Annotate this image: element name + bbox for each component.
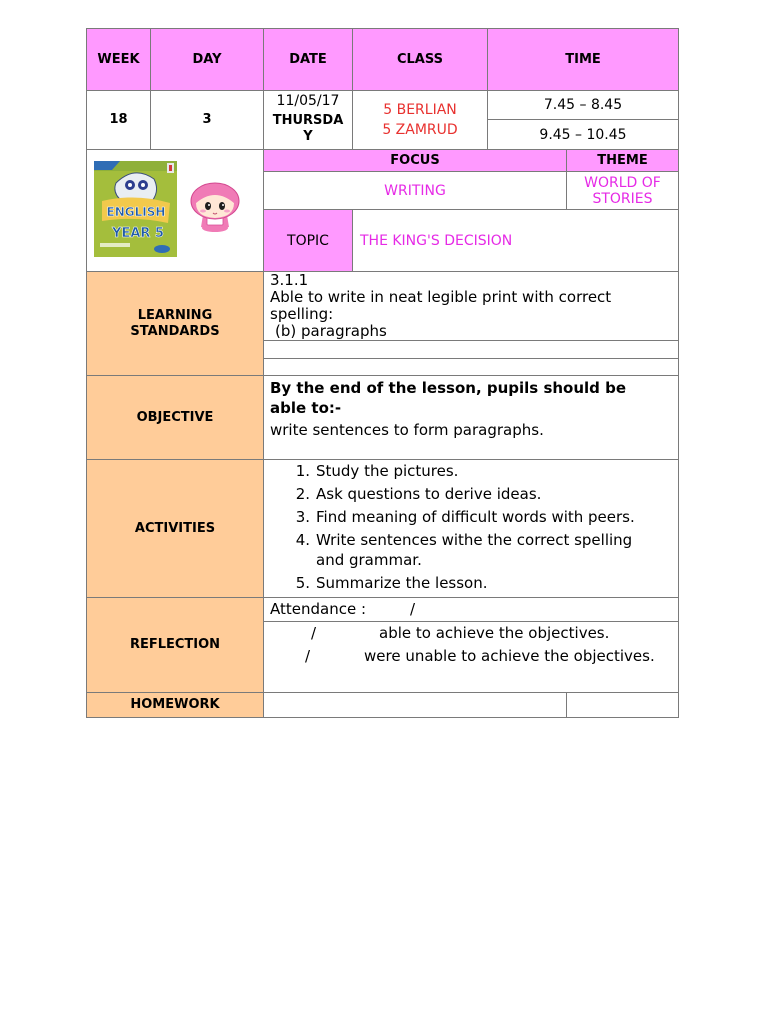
reflection-label: REFLECTION: [86, 597, 264, 693]
reflection-content: [263, 621, 679, 693]
learning-standards-content: [263, 271, 679, 341]
class-cell: [352, 90, 488, 150]
activity-text: Ask questions to derive ideas.: [316, 485, 542, 503]
theme-header: THEME: [566, 149, 679, 172]
time-slot: 7.45 – 8.45: [487, 90, 679, 120]
weekday-value: THURSDAY: [272, 113, 344, 144]
learning-standards-text: [270, 272, 660, 340]
class-header: CLASS: [352, 28, 488, 91]
activity-text: Find meaning of difficult words with peers.: [316, 508, 635, 526]
activity-text: Study the pictures.: [316, 462, 459, 480]
standard-item: (b) paragraphs: [275, 322, 387, 340]
week-header: WEEK: [86, 28, 151, 91]
theme-value: WORLD OF STORIES: [566, 171, 679, 210]
homework-content: [263, 692, 567, 718]
activity-item: [264, 461, 652, 481]
day-value: 3: [150, 90, 264, 150]
cartoon-girl-image: [188, 181, 242, 233]
attendance-label: Attendance :: [270, 600, 367, 618]
cover-subtitle: YEAR 5: [112, 226, 164, 241]
activity-item: [264, 484, 652, 504]
textbook-cover-image: [94, 161, 177, 257]
activity-text: Write sentences withe the correct spelling and grammar.: [316, 531, 633, 569]
activity-number: 1.: [295, 462, 310, 480]
images-cell: [86, 149, 264, 272]
attendance-mark: /: [410, 600, 416, 618]
time-slot: 9.45 – 10.45: [487, 119, 679, 150]
objective-intro: By the end of the lesson, pupils should be able to:-: [270, 379, 627, 417]
activity-number: 3.: [295, 508, 310, 526]
homework-label: HOMEWORK: [86, 692, 264, 718]
learning-standards-label: LEARNING STANDARDS: [130, 307, 220, 339]
activity-item: [264, 507, 652, 527]
attendance-row: [263, 597, 679, 622]
activity-number: 2.: [295, 485, 310, 503]
reflection-mark: /: [305, 647, 311, 665]
activities-list: [263, 459, 679, 598]
focus-header: FOCUS: [263, 149, 567, 172]
standard-code: 3.1.1: [270, 271, 309, 289]
day-header: DAY: [150, 28, 264, 91]
objective-outcome: write sentences to form paragraphs.: [270, 421, 544, 439]
topic-label: TOPIC: [263, 209, 353, 272]
learning-standards-blank-row: [263, 358, 679, 376]
date-value: 11/05/17: [276, 93, 340, 109]
week-value: 18: [86, 90, 151, 150]
learning-standards-label-cell: [86, 271, 264, 376]
date-cell: [263, 90, 353, 150]
learning-standards-blank-row: [263, 340, 679, 359]
activity-item: [264, 573, 652, 593]
reflection-mark: /: [311, 624, 317, 642]
objective-label: OBJECTIVE: [86, 375, 264, 460]
objective-content: [263, 375, 679, 460]
girl-head: [191, 183, 239, 219]
cover-title: ENGLISH: [106, 205, 166, 219]
activity-item: [264, 530, 652, 570]
activities-label: ACTIVITIES: [86, 459, 264, 598]
reflection-not-achieved-text: were unable to achieve the objectives.: [364, 647, 655, 665]
activity-number: 5.: [295, 574, 310, 592]
activity-number: 4.: [295, 531, 310, 549]
focus-value: WRITING: [263, 171, 567, 210]
class-name: 5 ZAMRUD: [382, 122, 458, 138]
homework-extra: [566, 692, 679, 718]
reflection-achieved-text: able to achieve the objectives.: [379, 624, 610, 642]
topic-value: THE KING'S DECISION: [352, 209, 679, 272]
time-header: TIME: [487, 28, 679, 91]
activity-text: Summarize the lesson.: [316, 574, 488, 592]
class-name: 5 BERLIAN: [383, 102, 457, 118]
date-header: DATE: [263, 28, 353, 91]
standard-description: Able to write in neat legible print with correct spelling:: [270, 288, 612, 323]
